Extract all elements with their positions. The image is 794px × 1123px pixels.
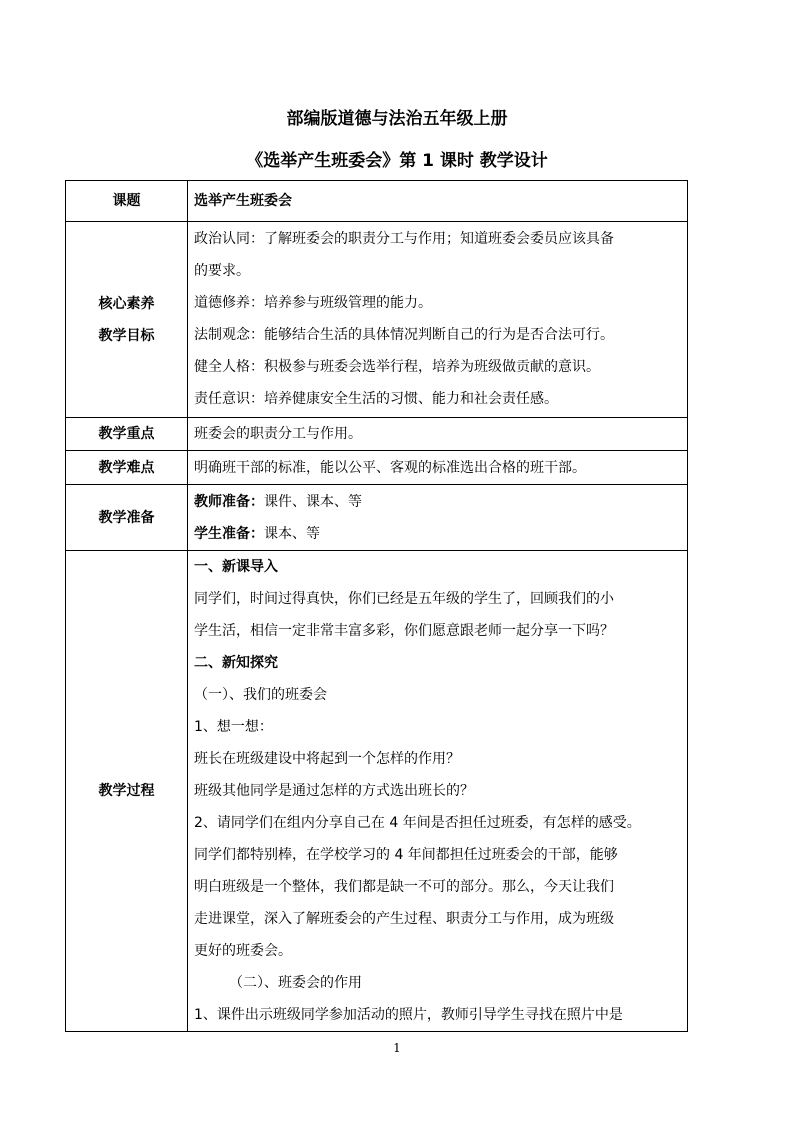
- process-line: 学生活，相信一定非常丰富多彩，你们愿意跟老师一起分享一下吗？: [194, 623, 614, 639]
- process-line: 走进课堂，深入了解班委会的产生过程、职责分工与作用，成为班级: [194, 911, 614, 927]
- difficulty-row: [66, 451, 688, 485]
- document-title: 部编版道德与法治五年级上册: [286, 109, 508, 129]
- process-line: 2、请同学们在组内分享自己在 4 年间是否担任过班委，有怎样的感受。: [194, 815, 641, 831]
- process-line: 1、想一想：: [194, 719, 273, 735]
- process-line: 班长在班级建设中将起到一个怎样的作用？: [194, 751, 460, 767]
- core-label: [66, 222, 188, 418]
- prep-label: 教学准备: [66, 485, 188, 551]
- teacher-prep-label: 教师准备：: [194, 493, 264, 510]
- process-content: [188, 551, 688, 1032]
- process-line: 明白班级是一个整体，我们都是缺一不可的部分。那么，今天让我们: [194, 879, 614, 895]
- process-line: （一）、我们的班委会: [194, 687, 327, 703]
- process-line: 更好的班委会。: [194, 943, 292, 959]
- teacher-prep-value: 课件、课本、等: [264, 493, 362, 510]
- topic-row: [66, 181, 688, 222]
- core-line: 道德修养：培养参与班级管理的能力。: [194, 295, 432, 311]
- process-label: 教学过程: [66, 551, 188, 1032]
- teacher-prep: [194, 486, 681, 518]
- core-line: 的要求。: [194, 263, 250, 279]
- core-line: 健全人格：积极参与班委会选举行程，培养为班级做贡献的意识。: [194, 359, 600, 375]
- core-row: [66, 222, 688, 418]
- process-line: 同学们都特别棒，在学校学习的 4 年间都担任过班委会的干部，能够: [194, 847, 618, 863]
- core-line: 政治认同：了解班委会的职责分工与作用；知道班委会委员应该具备: [194, 231, 614, 247]
- student-prep-value: 课本、等: [264, 525, 320, 542]
- prep-row: [66, 485, 688, 551]
- page-number: 1: [393, 1041, 401, 1055]
- core-line: 责任意识：培养健康安全生活的习惯、能力和社会责任感。: [194, 391, 558, 407]
- core-goals: [188, 222, 688, 418]
- process-line: 班级其他同学是通过怎样的方式选出班长的？: [194, 783, 474, 799]
- core-line: 法制观念：能够结合生活的具体情况判断自己的行为是否合法可行。: [194, 327, 614, 343]
- process-line: 一、新课导入: [194, 559, 278, 575]
- process-row: [66, 551, 688, 1032]
- process-line: （二）、班委会的作用: [229, 975, 362, 991]
- focus-value: 班委会的职责分工与作用。: [188, 418, 688, 451]
- lesson-plan-table: [65, 180, 688, 1032]
- student-prep-label: 学生准备：: [194, 525, 264, 542]
- topic-value: 选举产生班委会: [188, 181, 688, 222]
- process-line: 二、新知探究: [194, 655, 278, 671]
- difficulty-value: 明确班干部的标准，能以公平、客观的标准选出合格的班干部。: [188, 451, 688, 485]
- student-prep: [194, 518, 681, 550]
- document-subtitle: 《选举产生班委会》第 1 课时 教学设计: [246, 151, 548, 171]
- difficulty-label: 教学难点: [66, 451, 188, 485]
- focus-label: 教学重点: [66, 418, 188, 451]
- core-label-line2: 教学目标: [98, 327, 155, 344]
- prep-value: [188, 485, 688, 551]
- process-line: 1、课件出示班级同学参加活动的照片，教师引导学生寻找在照片中是: [194, 1007, 623, 1023]
- topic-label: 课题: [66, 181, 188, 222]
- focus-row: [66, 418, 688, 451]
- process-line: 同学们，时间过得真快，你们已经是五年级的学生了，回顾我们的小: [194, 591, 614, 607]
- core-label-line1: 核心素养: [98, 295, 155, 312]
